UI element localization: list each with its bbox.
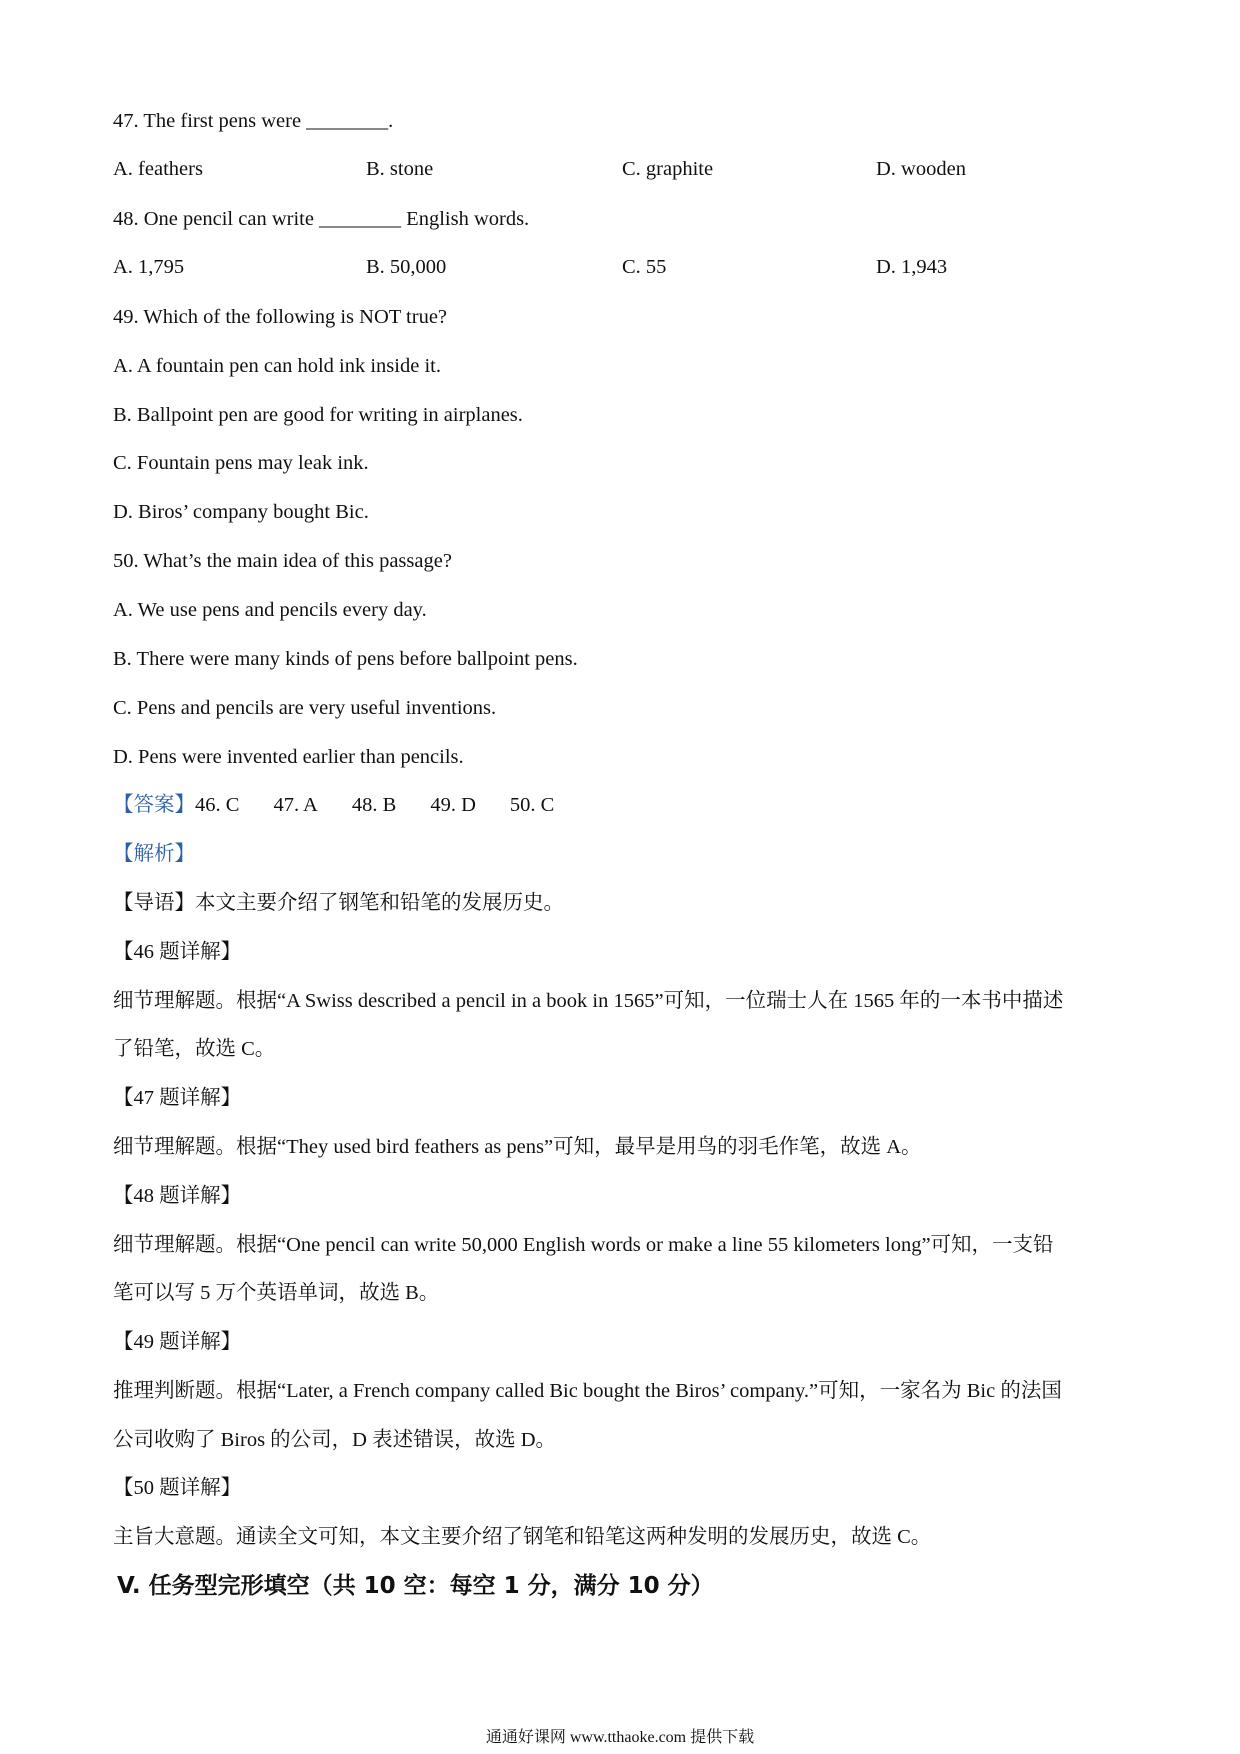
answer-49: 49. D: [430, 794, 476, 816]
detail-49-heading: 【49 题详解】: [113, 1331, 242, 1353]
answer-label: 【答案】: [113, 794, 195, 816]
q48-option-b: B. 50,000: [366, 256, 447, 278]
intro-text: 【导语】本文主要介绍了钢笔和铅笔的发展历史。: [113, 892, 564, 914]
q48-option-a: A. 1,795: [113, 256, 185, 278]
q49-option-b: B. Ballpoint pen are good for writing in airplanes.: [113, 404, 523, 426]
detail-48-line1: 细节理解题。根据“One pencil can write 50,000 English words or make a line 55 kilometers long”可知，一支铅: [113, 1234, 1054, 1256]
q50-option-d: D. Pens were invented earlier than pencils.: [113, 746, 464, 768]
detail-49-line1: 推理判断题。根据“Later, a French company called Bic bought the Biros’ company.”可知，一家名为 Bic 的法国: [113, 1380, 1062, 1402]
detail-47-heading: 【47 题详解】: [113, 1087, 242, 1109]
q50-option-a: A. We use pens and pencils every day.: [113, 599, 427, 621]
detail-48-line2: 笔可以写 5 万个英语单词，故选 B。: [113, 1282, 440, 1304]
q47-option-c: C. graphite: [622, 158, 714, 180]
q49-stem: 49. Which of the following is NOT true?: [113, 306, 448, 328]
detail-46-line2: 了铅笔，故选 C。: [113, 1038, 276, 1060]
answer-row: [113, 791, 588, 819]
answer-46: 46. C: [195, 794, 240, 816]
q48-option-c: C. 55: [622, 256, 667, 278]
detail-49-line2: 公司收购了 Biros 的公司，D 表述错误，故选 D。: [113, 1429, 557, 1451]
q48-stem: 48. One pencil can write ________ English words.: [113, 208, 530, 230]
detail-46-line1: 细节理解题。根据“A Swiss described a pencil in a book in 1565”可知，一位瑞士人在 1565 年的一本书中描述: [113, 990, 1064, 1012]
q47-option-b: B. stone: [366, 158, 434, 180]
answer-47: 47. A: [273, 794, 318, 816]
answer-48: 48. B: [351, 794, 397, 816]
detail-48-heading: 【48 题详解】: [113, 1185, 242, 1207]
q47-option-a: A. feathers: [113, 158, 203, 180]
q48-option-d: D. 1,943: [876, 256, 948, 278]
q49-option-c: C. Fountain pens may leak ink.: [113, 452, 369, 474]
q50-option-c: C. Pens and pencils are very useful inventions.: [113, 697, 497, 719]
q49-option-a: A. A fountain pen can hold ink inside it.: [113, 355, 441, 377]
detail-46-heading: 【46 题详解】: [113, 941, 242, 963]
q47-option-d: D. wooden: [876, 158, 966, 180]
q49-option-d: D. Biros’ company bought Bic.: [113, 501, 369, 523]
q47-stem: 47. The first pens were ________.: [113, 110, 394, 132]
answer-50: 50. C: [509, 794, 555, 816]
q50-option-b: B. There were many kinds of pens before ballpoint pens.: [113, 648, 578, 670]
detail-47-line1: 细节理解题。根据“They used bird feathers as pens”可知，最早是用鸟的羽毛作笔，故选 A。: [113, 1136, 922, 1158]
analysis-label: 【解析】: [113, 843, 195, 865]
page-footer: 通通好课网 www.tthaoke.com 提供下载: [485, 1729, 755, 1746]
detail-50-heading: 【50 题详解】: [113, 1477, 242, 1499]
q50-stem: 50. What’s the main idea of this passage?: [113, 550, 452, 572]
section-title: V. 任务型完形填空（共 10 空：每空 1 分，满分 10 分）: [117, 1573, 714, 1599]
detail-50-line1: 主旨大意题。通读全文可知，本文主要介绍了钢笔和铅笔这两种发明的发展历史，故选 C。: [113, 1526, 932, 1548]
